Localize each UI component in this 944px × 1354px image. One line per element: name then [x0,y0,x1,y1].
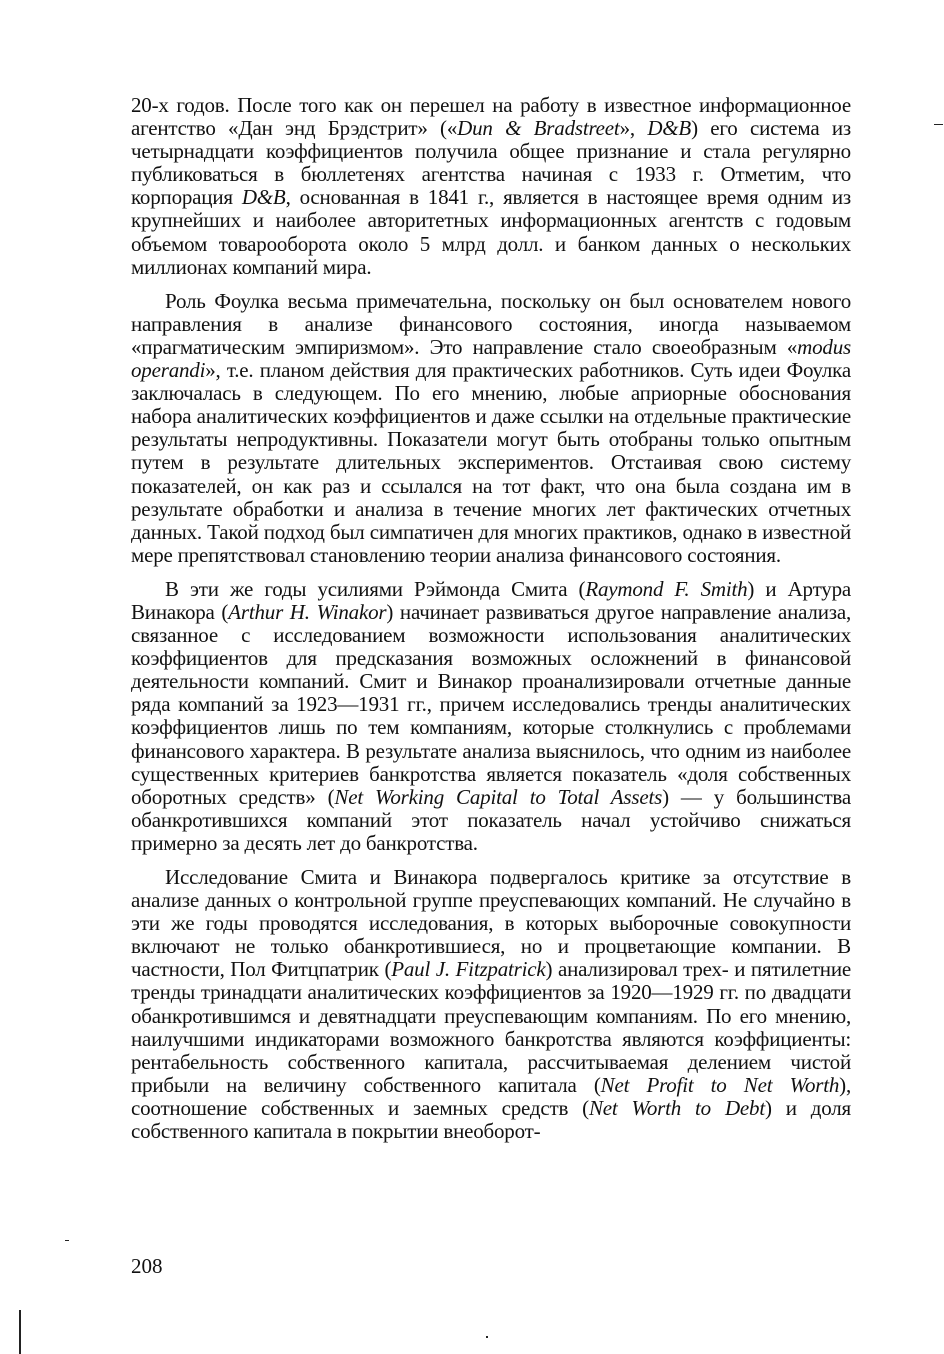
italic-term: Dun & Bradstreet [457,116,620,141]
text-run: Роль Фоулка весьма примечательна, поскольку он был основателем нового направления в анализе финансового состояния, иногда называемом «прагматическим эмпиризмом». Это направление стало своеобразным « [131,288,851,359]
page-number: 208 [131,1254,163,1278]
text-run: », [619,116,648,141]
italic-term: D&B [647,116,692,141]
text-run: 20-х годов. После того как он перешел на работу в известное информационное агентство «Дан энд Брэдстрит» (« [131,93,851,141]
italic-term: Arthur H. Winakor [228,599,387,624]
paragraph [131,94,851,279]
scan-mark [486,1336,488,1338]
scan-mark [19,1310,21,1354]
text-run: В эти же годы усилиями Рэймонда Смита ( [165,576,586,601]
paragraph [131,866,851,1143]
text-run: ) — у большинства обанкротившихся компаний этот показатель начал устойчиво снижаться примерно за десять лет до банкротства. [131,784,851,855]
text-run: ) и доля собственного капитала в покрытии внеоборот- [131,1095,851,1144]
text-run: ) его система из четырнадцати коэффициентов получила общее признание и стала регулярно публиковаться в бюллетенях агентства начиная с 1933 г. Отметим, что корпорация [131,116,851,210]
text-run: ), соотношение собственных и заемных средств ( [131,1072,851,1120]
italic-term: Raymond F. Smith [585,576,748,601]
italic-term: Paul J. Fitzpatrick [391,957,546,982]
italic-term: D&B [241,185,286,210]
text-run: , основанная в 1841 г., является в настоящее время одним из крупнейших и наиболее авторитетных информационных агентств с годовым объемом товарооборота около 5 млрд долл. и банком данных о нескольких миллионах компаний мира. [131,185,851,279]
scan-mark [934,124,943,125]
text-run: Исследование Смита и Винакора подвергалось критике за отсутствие в анализе данных о контрольной группе преуспевающих компаний. Не случайно в эти же годы проводятся исследования, в которых выборочные совокупности включают не только обанкротившиеся, но и процветающие компании. В частности, Пол Фитцпатрик ( [131,865,851,982]
italic-term: modus operandi [131,334,851,383]
text-run: », т.е. планом действия для практических работников. Суть идеи Фоулка заключалась в следующем. По его мнению, любые априорные обоснования набора аналитических коэффициентов и даже ссылки на отдельные практические результаты непродуктивны. Показатели могут быть отобраны только опытным путем в результате длительных экспериментов. Отстаивая свою систему показателей, он как раз и ссылался на тот факт, что она была создана им в результате обработки и анализа в течение многих лет фактических отчетных данных. Такой подход был симпатичен для многих практиков, однако в известной мере препятствовал становлению теории анализа финансового состояния. [131,358,851,567]
italic-term: Net Working Capital to Total Assets [334,784,663,809]
scan-mark [65,1240,69,1241]
italic-term: Net Profit to Net Worth [600,1072,840,1097]
italic-term: Net Worth to Debt [588,1095,765,1120]
text-run: ) начинает развиваться другое направление анализа, связанное с исследованием возможности использования аналитических коэффициентов для предсказания возможных осложнений в финансовой деятельности компаний. Смит и Винакор проанализировали отчетные данные ряда компаний за 1923—1931 гг., причем исследовались тренды аналитических коэффициентов лишь по тем компаниям, которые столкнулись с проблемами финансового характера. В результате анализа выяснилось, что одним из наиболее существенных критериев банкротства является показатель «доля собственных оборотных средств» ( [131,599,851,809]
body-text [131,94,851,1143]
paragraph [131,578,851,855]
text-run: ) анализировал трех- и пятилетние тренды тринадцати аналитических коэффициентов за 1920—1929 гг. по двадцати обанкротившимся и девятнадцати преуспевающим компаниям. По его мнению, наилучшими индикаторами возможного банкротства являются коэффициенты: рентабельность собственного капитала, рассчитываемая делением чистой прибыли на величину собственного капитала ( [131,957,851,1097]
text-run: ) и Артура Винакора ( [131,576,851,624]
paragraph [131,290,851,567]
